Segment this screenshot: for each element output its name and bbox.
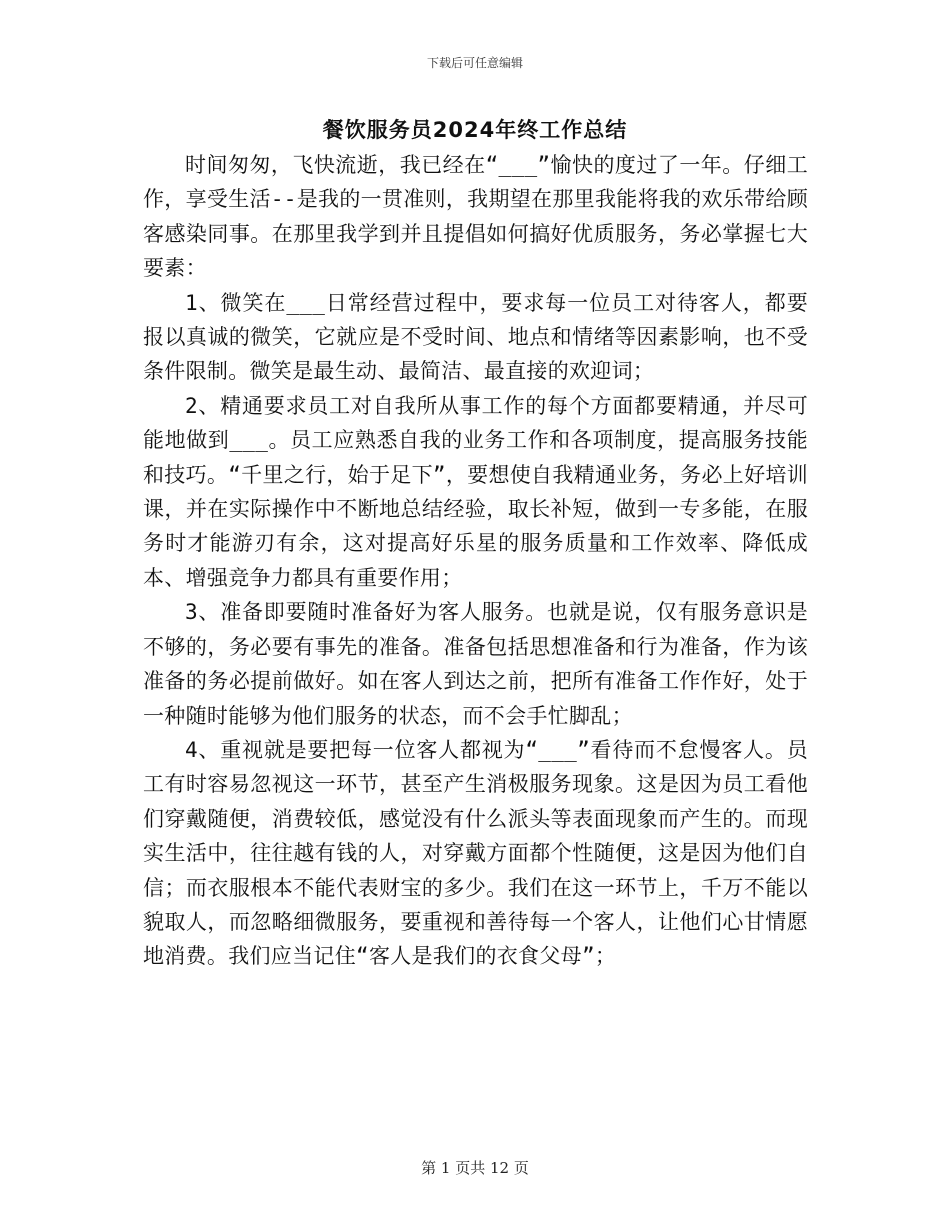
page-footer: 第 1 页共 12 页 <box>421 1159 529 1177</box>
paragraph-smile: 1、微笑在___日常经营过程中，要求每一位员工对待客人，都要报以真诚的微笑，它就应是不受时间、地点和情绪等因素影响，也不受条件限制。微笑是最生动、最简洁、最直接的欢迎词； <box>143 290 808 384</box>
header-note: 下载后可任意编辑 <box>426 56 523 70</box>
document-body <box>143 148 808 974</box>
paragraph-intro: 时间匆匆，飞快流逝，我已经在“___”愉快的度过了一年。仔细工作，享受生活--是我的一贯准则，我期望在那里我能将我的欢乐带给顾客感染同事。在那里我学到并且提倡如何搞好优质服务，务必掌握七大要素： <box>143 153 808 281</box>
document-title: 餐饮服务员2024年终工作总结 <box>322 118 628 142</box>
paragraph-mastery: 2、精通要求员工对自我所从事工作的每个方面都要精通，并尽可能地做到___。员工应熟悉自我的业务工作和各项制度，提高服务技能和技巧。“千里之行，始于足下”，要想使自我精通业务，务必上好培训课，并在实际操作中不断地总结经验，取长补短，做到一专多能，在服务时才能游刃有余，这对提高好乐星的服务质量和工作效率、降低成本、增强竞争力都具有重要作用； <box>143 393 808 590</box>
paragraph-preparation: 3、准备即要随时准备好为客人服务。也就是说，仅有服务意识是不够的，务必要有事先的准备。准备包括思想准备和行为准备，作为该准备的务必提前做好。如在客人到达之前，把所有准备工作作好，处于一种随时能够为他们服务的状态，而不会手忙脚乱； <box>143 600 808 728</box>
paragraph-attention: 4、重视就是要把每一位客人都视为“___”看待而不怠慢客人。员工有时容易忽视这一环节，甚至产生消极服务现象。这是因为员工看他们穿戴随便，消费较低，感觉没有什么派头等表面现象而产生的。而现实生活中，往往越有钱的人，对穿戴方面都个性随便，这是因为他们自信；而衣服根本不能代表财宝的多少。我们在这一环节上，千万不能以貌取人，而忽略细微服务，要重视和善待每一个客人，让他们心甘情愿地消费。我们应当记住“客人是我们的衣食父母”； <box>143 737 808 969</box>
